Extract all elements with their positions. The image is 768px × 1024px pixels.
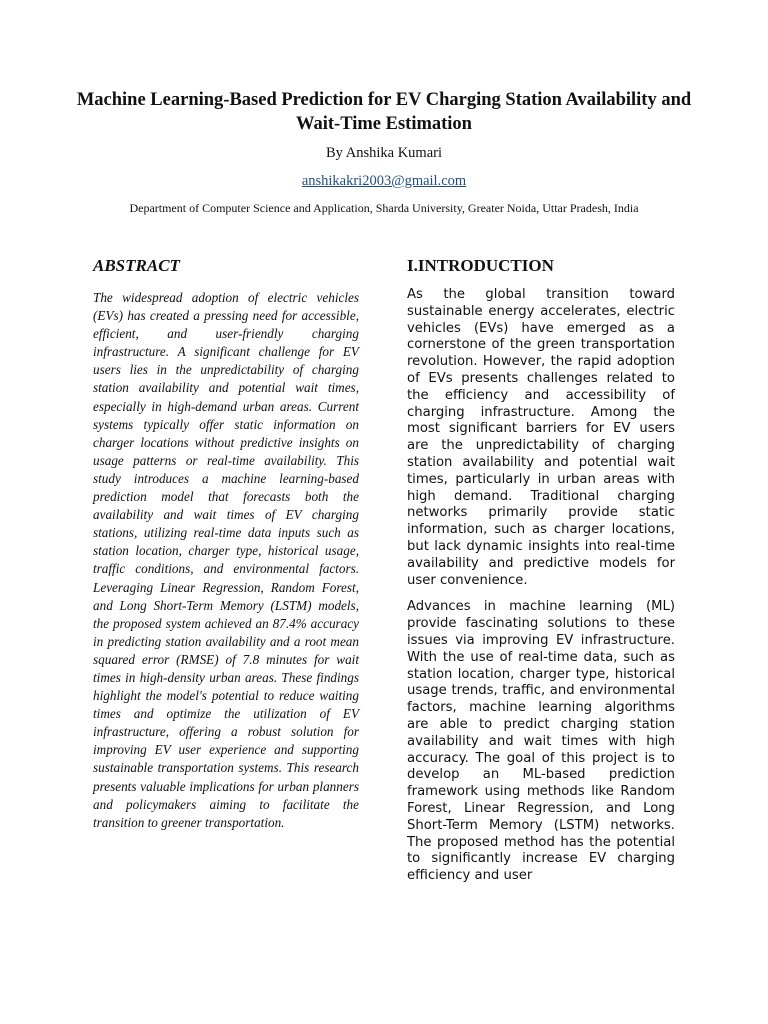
email-link[interactable]: anshikakri2003@gmail.com <box>301 173 467 189</box>
author-line: By Anshika Kumari <box>326 145 442 161</box>
author-affiliation: Department of Computer Science and Application, Sharda University, Greater Noida, Uttar Pradesh, India <box>129 201 639 215</box>
abstract-text: The widespread adoption of electric vehicles (EVs) has created a pressing need for accessible, efficient, and user-friendly charging infrastructure. A significant challenge for EV users lies in the unpredictability of charging station availability and potential wait times, especially in high-demand urban areas. Current systems typically offer static information on charger locations without predictive insights on usage patterns or real-time availability. This study introduces a machine learning-based prediction model that forecasts both the availability and wait times of EV charging stations, utilizing real-time data inputs such as station location, charger type, historical usage, traffic conditions, and environmental factors. Leveraging Linear Regression, Random Forest, and Long Short-Term Memory (LSTM) models, the proposed system achieved an 87.4% accuracy in predicting station availability and a root mean squared error (RMSE) of 7.8 minutes for wait times in high-density urban areas. These findings highlight the model's potential to reduce waiting times and optimize the utilization of EV infrastructure, offering a robust solution for improving EV user experience and supporting sustainable transportation systems. This research presents valuable implications for urban planners and policymakers aiming to facilitate the transition to greener transportation. <box>93 290 359 830</box>
introduction-paragraph-2: Advances in machine learning (ML) provide fascinating solutions to these issues via improving EV infrastructure. With the use of real-time data, such as station location, charger type, historical usage trends, traffic, and environmental factors, machine learning algorithms are able to predict charging station availability and wait times with high accuracy. The goal of this project is to develop an ML-based prediction framework using methods like Random Forest, Linear Regression, and Long Short-Term Memory (LSTM) networks. The proposed method has the potential to significantly increase EV charging efficiency and user <box>407 599 675 884</box>
abstract-column <box>93 256 359 832</box>
introduction-paragraph-1: As the global transition toward sustainable energy accelerates, electric vehicles (EVs) have emerged as a cornerstone of the green transportation revolution. However, the rapid adoption of EVs presents challenges related to the efficiency and accessibility of charging infrastructure. Among the most significant barriers for EV users are the unpredictability of charging station availability and potential wait times, particularly in urban areas with high demand. Traditional charging networks primarily provide static information, such as charger locations, but lack dynamic insights into real-time availability and predictive models for user convenience. <box>407 287 675 588</box>
introduction-column <box>407 256 675 895</box>
author-email <box>0 173 768 190</box>
abstract-heading: ABSTRACT <box>93 256 180 275</box>
paper-title: Machine Learning-Based Prediction for EV Charging Station Availability and Wait-Time Estimation <box>76 90 692 134</box>
introduction-heading: I.INTRODUCTION <box>407 256 554 275</box>
